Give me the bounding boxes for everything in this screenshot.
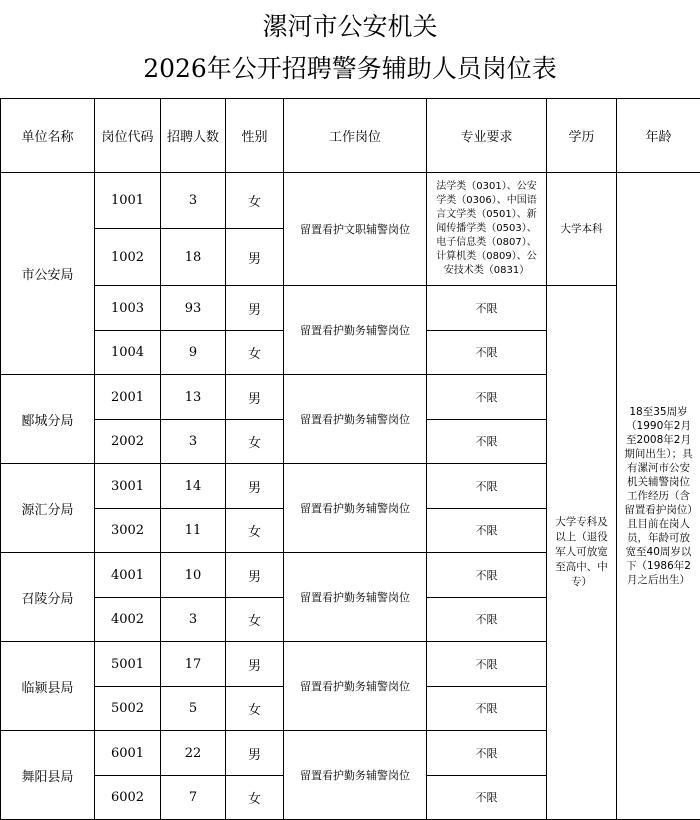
- post-code: 1003: [95, 286, 161, 331]
- post-code: 5002: [95, 687, 161, 731]
- gender: 男: [226, 642, 284, 687]
- major-requirement: 不限: [427, 731, 547, 776]
- gender: 男: [226, 553, 284, 598]
- post-code: 1001: [95, 173, 161, 229]
- table-row: [1, 173, 700, 229]
- major-requirement: 法学类（0301）、公安学类（0306）、中国语言文学类（0501）、新闻传播学类（0503）、电子信息类（0807）、计算机类（0809）、公安技术类（0831）: [427, 173, 547, 286]
- document-title: [0, 0, 700, 98]
- unit-name: 舞阳县局: [1, 731, 95, 820]
- post-code: 1002: [95, 229, 161, 286]
- gender: 男: [226, 464, 284, 509]
- hire-count: 13: [161, 375, 226, 420]
- hire-count: 10: [161, 553, 226, 598]
- header-unit: 单位名称: [1, 99, 95, 173]
- major-requirement: 不限: [427, 375, 547, 420]
- header-gender: 性别: [226, 99, 284, 173]
- post-code: 3002: [95, 509, 161, 553]
- title-line-2: 2026年公开招聘警务辅助人员岗位表: [143, 54, 557, 83]
- post-code: 1004: [95, 331, 161, 375]
- table-row: [1, 286, 700, 331]
- header-count: 招聘人数: [161, 99, 226, 173]
- hire-count: 3: [161, 173, 226, 229]
- unit-name: 临颍县局: [1, 642, 95, 731]
- major-requirement: 不限: [427, 420, 547, 464]
- unit-name: 召陵分局: [1, 553, 95, 642]
- major-requirement: 不限: [427, 331, 547, 375]
- major-requirement: 不限: [427, 598, 547, 642]
- header-age: 年龄: [617, 99, 700, 173]
- hire-count: 9: [161, 331, 226, 375]
- major-requirement: 不限: [427, 687, 547, 731]
- major-requirement: 不限: [427, 509, 547, 553]
- education-requirement: 大学专科及以上（退役军人可放宽至高中、中专）: [547, 286, 617, 820]
- hire-count: 5: [161, 687, 226, 731]
- major-requirement: 不限: [427, 776, 547, 820]
- post-code: 5001: [95, 642, 161, 687]
- gender: 女: [226, 509, 284, 553]
- age-requirement: 18至35周岁（1990年2月至2008年2月期间出生）；具有漯河市公安机关辅警岗位工作经历（含留置看护岗位）且目前在岗人员，年龄可放宽至40周岁以下（1986年2月之后出生）: [617, 173, 700, 820]
- hire-count: 17: [161, 642, 226, 687]
- hire-count: 14: [161, 464, 226, 509]
- post-code: 6002: [95, 776, 161, 820]
- work-post: 留置看护勤务辅警岗位: [284, 375, 427, 464]
- hire-count: 3: [161, 420, 226, 464]
- gender: 男: [226, 229, 284, 286]
- hire-count: 93: [161, 286, 226, 331]
- work-post: 留置看护勤务辅警岗位: [284, 731, 427, 820]
- major-requirement: 不限: [427, 642, 547, 687]
- work-post: 留置看护勤务辅警岗位: [284, 642, 427, 731]
- education-requirement: 大学本科: [547, 173, 617, 286]
- major-requirement: 不限: [427, 464, 547, 509]
- hire-count: 3: [161, 598, 226, 642]
- gender: 女: [226, 173, 284, 229]
- unit-name: 源汇分局: [1, 464, 95, 553]
- work-post: 留置看护勤务辅警岗位: [284, 464, 427, 553]
- unit-name: 郾城分局: [1, 375, 95, 464]
- major-requirement: 不限: [427, 553, 547, 598]
- gender: 女: [226, 420, 284, 464]
- header-education: 学历: [547, 99, 617, 173]
- major-requirement: 不限: [427, 286, 547, 331]
- post-code: 4001: [95, 553, 161, 598]
- hire-count: 11: [161, 509, 226, 553]
- post-code: 2001: [95, 375, 161, 420]
- title-line-1: 漯河市公安机关: [262, 12, 438, 41]
- work-post: 留置看护勤务辅警岗位: [284, 553, 427, 642]
- header-post: 工作岗位: [284, 99, 427, 173]
- gender: 男: [226, 286, 284, 331]
- post-code: 3001: [95, 464, 161, 509]
- header-row: [1, 99, 700, 173]
- work-post: 留置看护文职辅警岗位: [284, 173, 427, 286]
- gender: 男: [226, 731, 284, 776]
- gender: 女: [226, 687, 284, 731]
- post-code: 4002: [95, 598, 161, 642]
- hire-count: 18: [161, 229, 226, 286]
- gender: 男: [226, 375, 284, 420]
- header-code: 岗位代码: [95, 99, 161, 173]
- gender: 女: [226, 598, 284, 642]
- positions-table: [0, 98, 700, 820]
- hire-count: 22: [161, 731, 226, 776]
- hire-count: 7: [161, 776, 226, 820]
- header-major: 专业要求: [427, 99, 547, 173]
- gender: 女: [226, 331, 284, 375]
- unit-name: 市公安局: [1, 173, 95, 375]
- post-code: 2002: [95, 420, 161, 464]
- work-post: 留置看护勤务辅警岗位: [284, 286, 427, 375]
- gender: 女: [226, 776, 284, 820]
- post-code: 6001: [95, 731, 161, 776]
